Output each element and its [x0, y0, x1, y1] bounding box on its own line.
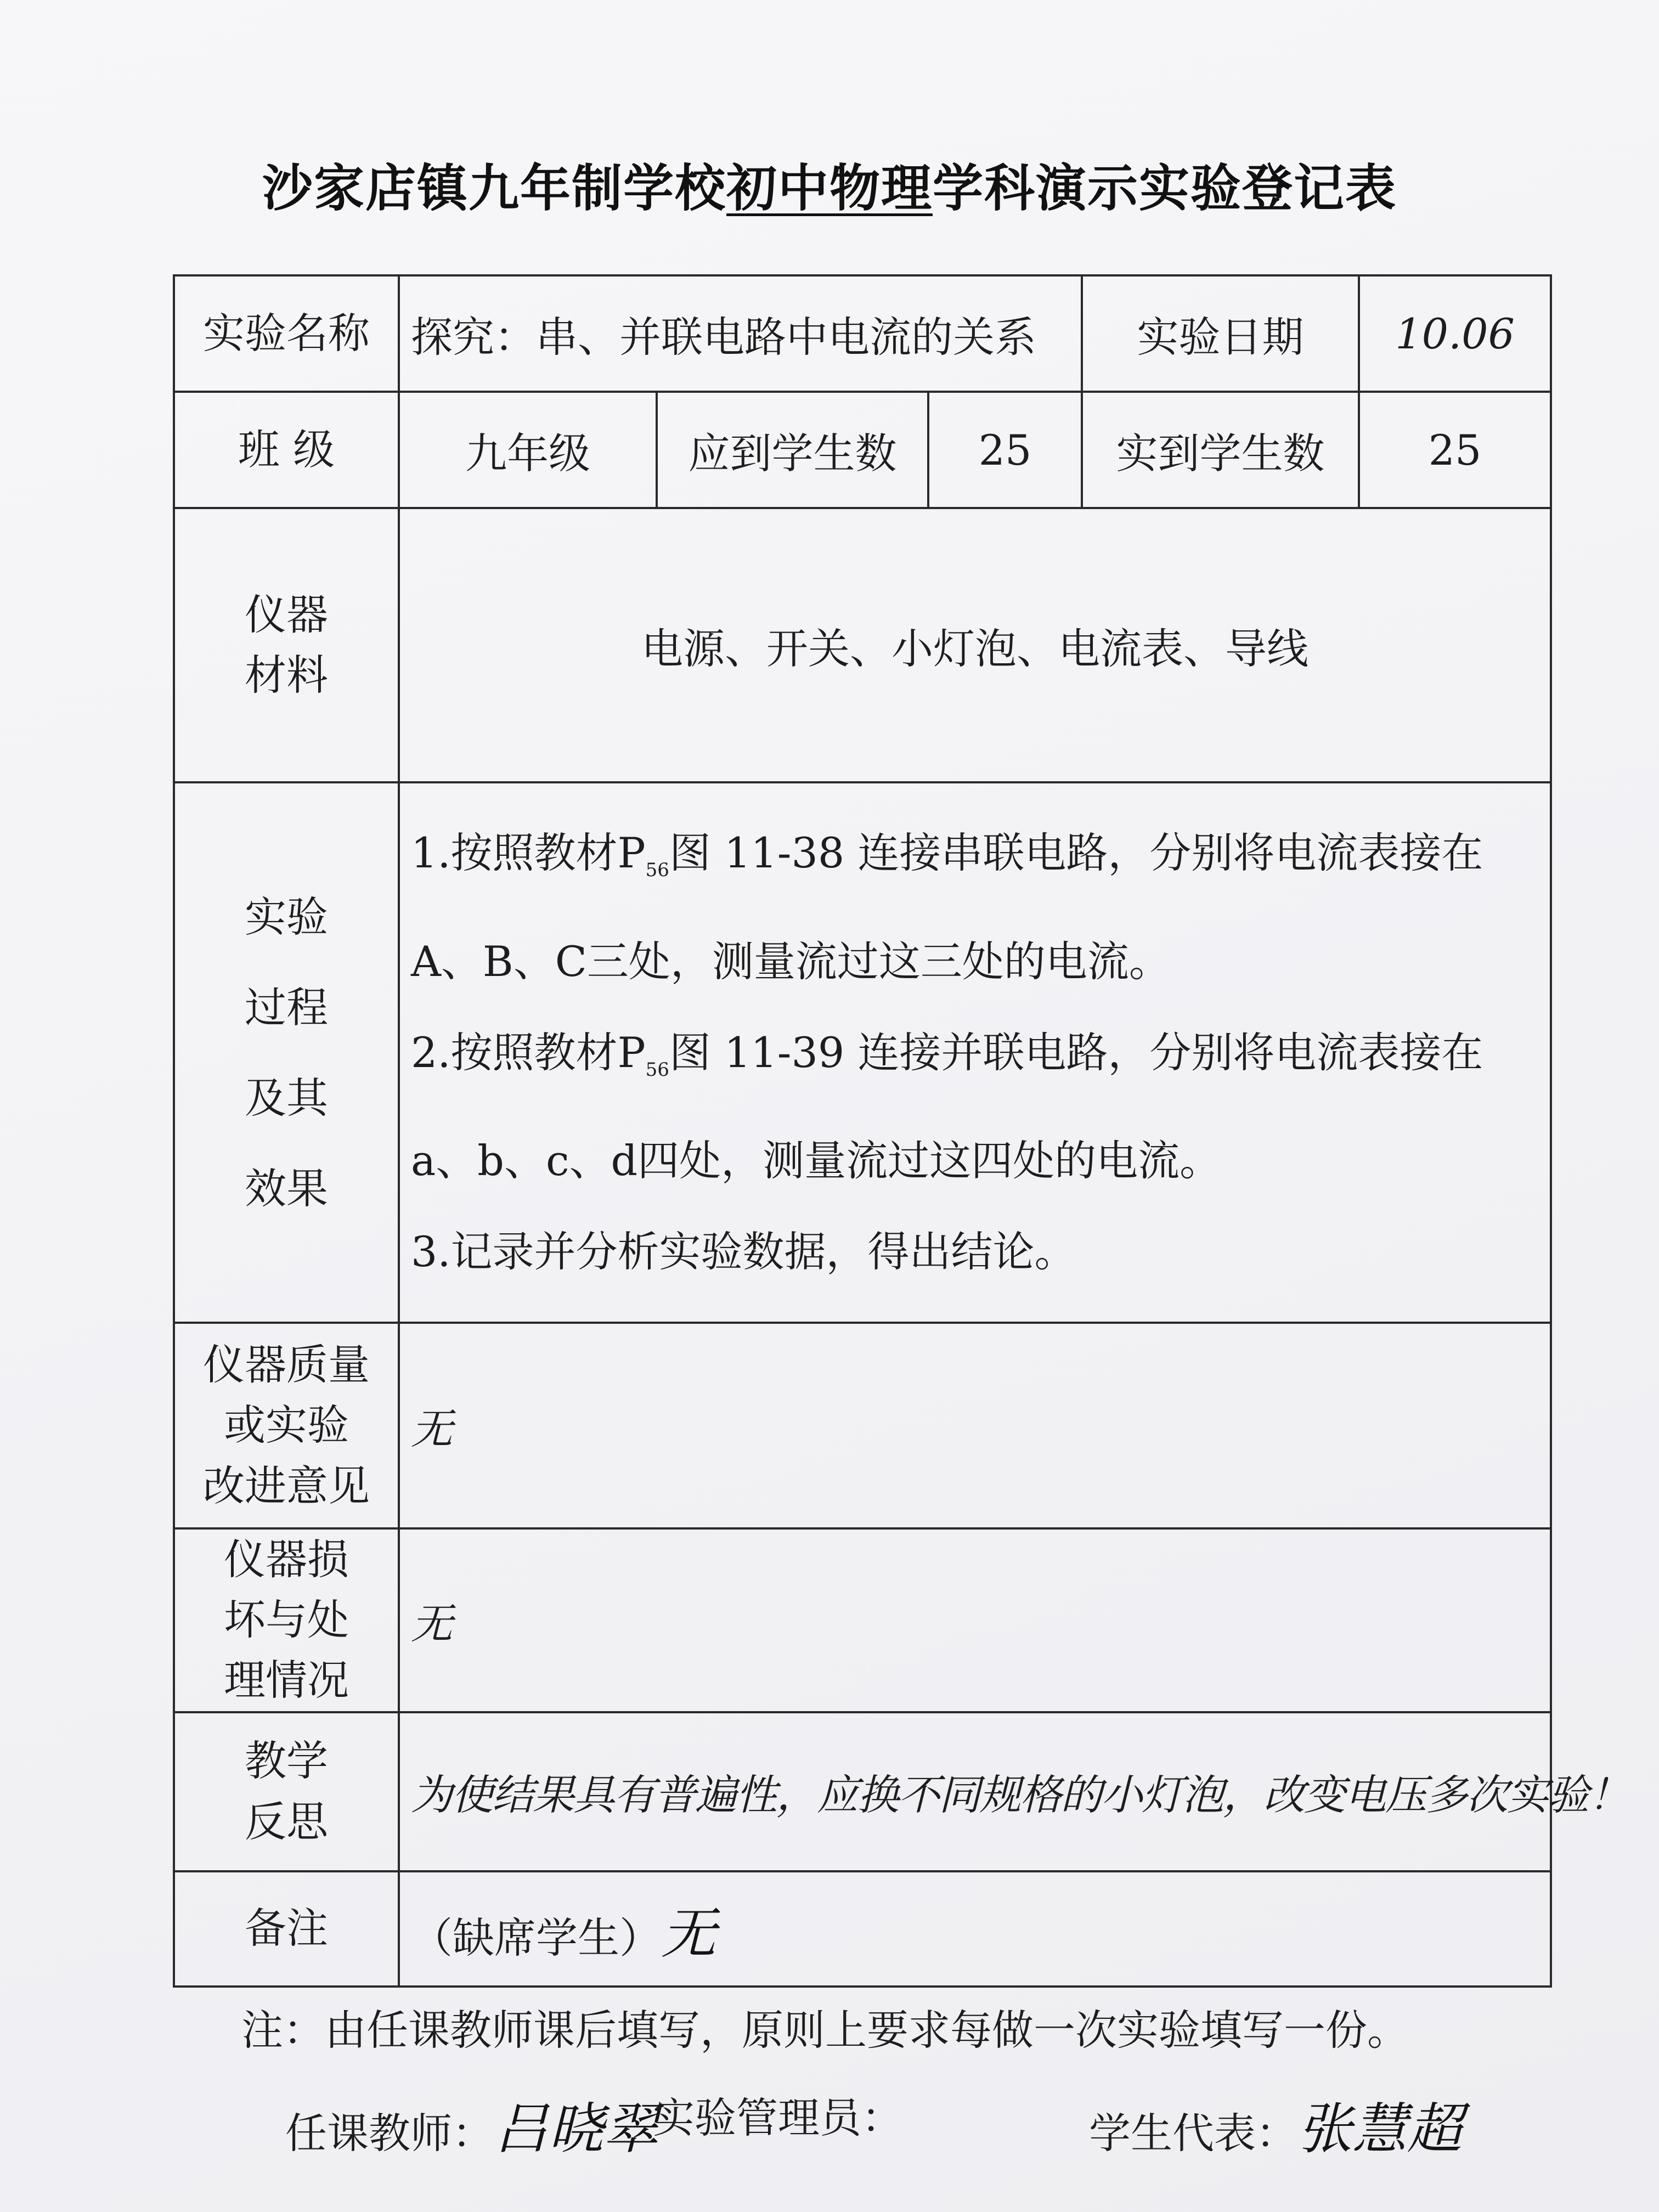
title-subject: 初中物理	[726, 159, 933, 218]
value-experiment-date: 10.06	[1359, 275, 1551, 392]
lab-manager-label: 实验管理员：	[653, 2094, 903, 2142]
value-actual-students: 25	[1359, 392, 1551, 508]
process-step-2: 2.按照教材$P_{56}$图 11-39 连接并联电路，分别将电流表接在a、b、c、d四处，测量流过这四处的电流。	[411, 1028, 1483, 1185]
label-quality: 仪器质量 或实验 改进意见	[174, 1323, 399, 1528]
student-rep-label: 学生代表：	[1089, 2109, 1297, 2158]
value-experiment-name: 探究：串、并联电路中电流的关系	[399, 275, 1082, 392]
document-title	[0, 148, 1659, 221]
label-class: 班 级	[174, 392, 399, 508]
row-damage	[174, 1528, 1551, 1712]
label-materials-line1: 仪器	[245, 590, 328, 639]
label-process-line4: 效果	[245, 1164, 328, 1213]
student-rep-signature	[1089, 2085, 1462, 2164]
label-expected-students: 应到学生数	[657, 392, 928, 508]
label-process-line3: 及其	[245, 1073, 328, 1122]
row-quality	[174, 1323, 1551, 1528]
label-remarks: 备注	[174, 1871, 399, 1987]
label-actual-students: 实到学生数	[1082, 392, 1359, 508]
row-materials	[174, 508, 1551, 782]
label-process	[174, 782, 399, 1323]
row-process	[174, 782, 1551, 1323]
row-experiment	[174, 275, 1551, 392]
title-suffix: 学科演示实验登记表	[933, 159, 1397, 218]
label-process-line2: 过程	[245, 983, 328, 1032]
value-materials: 电源、开关、小灯泡、电流表、导线	[399, 508, 1551, 782]
value-class: 九年级	[399, 392, 657, 508]
teacher-label: 任课教师：	[285, 2109, 494, 2158]
label-materials	[174, 508, 399, 782]
registration-table	[173, 274, 1629, 1988]
footnote: 注：由任课教师课后填写，原则上要求每做一次实验填写一份。	[241, 2006, 1409, 2055]
value-reflection: 为使结果具有普遍性，应换不同规格的小灯泡，改变电压多次实验！	[399, 1712, 1551, 1871]
value-damage: 无	[399, 1528, 1551, 1712]
label-experiment-date: 实验日期	[1082, 275, 1359, 392]
value-quality: 无	[399, 1323, 1551, 1528]
lab-manager-signature	[653, 2085, 903, 2145]
student-rep-name: 张慧超	[1297, 2097, 1462, 2161]
teacher-signature	[285, 2085, 658, 2164]
teacher-name: 吕晓翠	[494, 2097, 658, 2161]
label-damage: 仪器损 坏与处 理情况	[174, 1528, 399, 1712]
label-materials-line2: 材料	[245, 651, 328, 699]
label-reflection: 教学 反思	[174, 1712, 399, 1871]
value-remarks	[399, 1871, 1551, 1987]
row-class	[174, 392, 1551, 508]
row-reflection	[174, 1712, 1551, 1871]
value-process	[399, 782, 1551, 1323]
row-remarks	[174, 1871, 1551, 1987]
remarks-prefix: （缺席学生）	[411, 1913, 661, 1962]
title-prefix: 沙家店镇九年制学校	[262, 159, 726, 218]
process-step-3: 3.记录并分析实验数据，得出结论。	[411, 1227, 1076, 1276]
label-experiment-name: 实验名称	[174, 275, 399, 392]
label-process-line1: 实验	[245, 892, 328, 941]
process-step-1: 1.按照教材$P_{56}$图 11-38 连接串联电路，分别将电流表接在A、B、C三处，测量流过这三处的电流。	[411, 828, 1483, 986]
value-expected-students: 25	[928, 392, 1082, 508]
remarks-handwritten: 无	[661, 1901, 716, 1966]
